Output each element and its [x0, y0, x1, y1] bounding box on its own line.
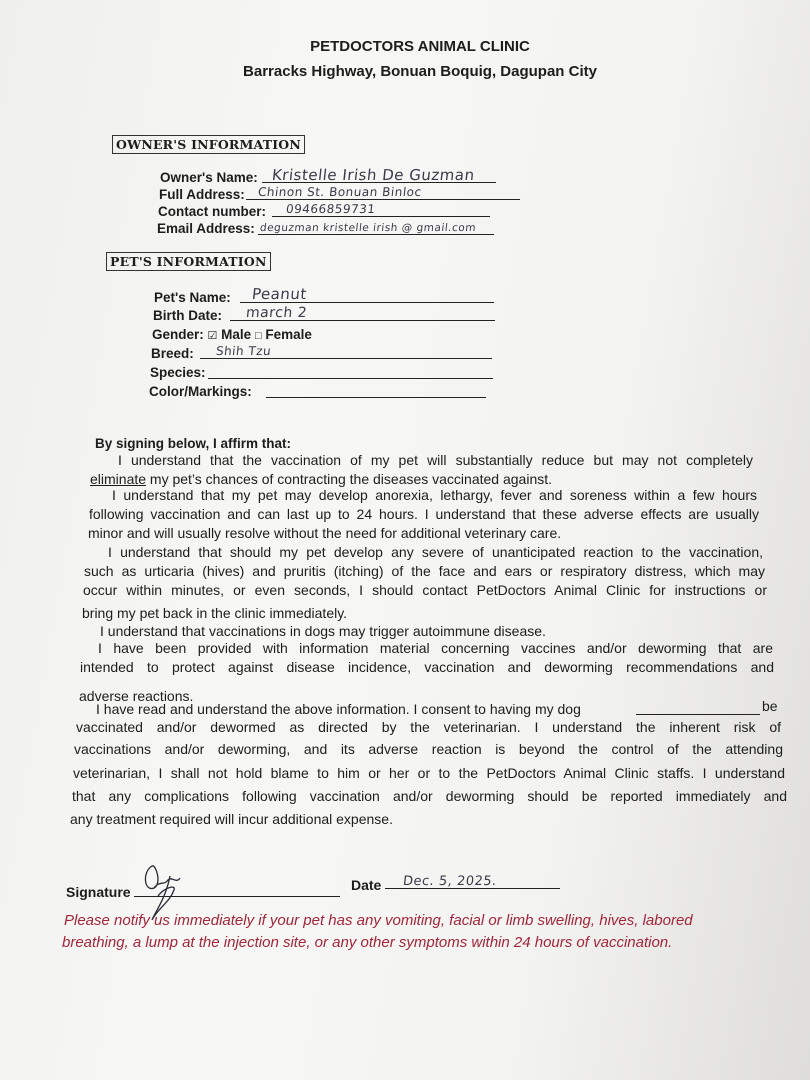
date-label: Date [351, 877, 382, 893]
affirm-line-text: my pet’s chances of contracting the diseases vaccinated against. [149, 471, 553, 487]
affirm-line [90, 471, 552, 487]
email-value: deguzman kristelle irish @ gmail.com [259, 222, 477, 234]
affirm-line: I have been provided with information material concerning vaccines and/or deworming that are [98, 640, 773, 656]
affirm-line: that any complications following vaccination and/or deworming should be reported immediately and [72, 788, 787, 804]
underlined-word: eliminate [90, 471, 147, 487]
male-label: Male [221, 327, 252, 342]
signature-label: Signature [66, 884, 131, 900]
affirm-line: such as urticaria (hives) and pruritis (itching) of the face and ears or respiratory distress, which may [84, 563, 765, 579]
address-value: Chinon St. Bonuan Binloc [257, 185, 423, 199]
pet-name-value: Peanut [251, 285, 308, 303]
pet-name-label: Pet's Name: [154, 290, 231, 305]
affirm-line: bring my pet back in the clinic immediately. [82, 605, 348, 621]
clinic-address: Barracks Highway, Bonuan Boquig, Dagupan City [243, 63, 597, 80]
affirm-line: following vaccination and can last up to 24 hours. I understand that these adverse effects are usually [89, 506, 759, 522]
affirm-line: vaccinations and/or deworming, and its adverse reaction is beyond the control of the attending [74, 741, 783, 757]
affirm-line: I understand that the vaccination of my pet will substantially reduce but may not completely [118, 452, 753, 468]
affirm-line: occur within minutes, or even seconds, I should contact PetDoctors Animal Clinic for instructions or [83, 582, 767, 598]
color-markings-label: Color/Markings: [149, 384, 252, 399]
affirm-line: I understand that vaccinations in dogs may trigger autoimmune disease. [100, 623, 546, 639]
affirm-heading: By signing below, I affirm that: [95, 436, 292, 451]
species-label: Species: [150, 365, 206, 380]
pet-section-title: PET'S INFORMATION [106, 252, 271, 271]
affirm-line: vaccinated and/or dewormed as directed by the veterinarian. I understand the inherent risk of [76, 719, 781, 735]
affirm-line: minor and will usually resolve without the need for additional veterinary care. [88, 525, 562, 541]
dog-name-blank[interactable] [636, 700, 760, 715]
breed-label: Breed: [151, 346, 194, 361]
affirm-line: veterinarian, I shall not hold blame to him or her or to the PetDoctors Animal Clinic staffs. I understand [73, 765, 785, 781]
breed-field[interactable] [200, 342, 492, 359]
color-markings-field[interactable] [266, 381, 486, 398]
breed-value: Shih Tzu [215, 344, 272, 358]
male-checkbox[interactable]: ☑ [207, 330, 218, 342]
affirm-line: adverse reactions. [79, 688, 194, 704]
affirm-line: I understand that my pet may develop anorexia, lethargy, fever and soreness within a few hours [112, 487, 757, 503]
female-checkbox[interactable]: □ [254, 330, 262, 342]
affirm-line: I have read and understand the above information. I consent to having my dog [96, 701, 581, 717]
birth-date-label: Birth Date: [153, 308, 223, 323]
affirm-line: any treatment required will incur additional expense. [70, 811, 393, 827]
contact-field[interactable] [272, 200, 490, 217]
clinic-name: PETDOCTORS ANIMAL CLINIC [310, 38, 530, 55]
owner-name-label: Owner's Name: [160, 170, 258, 185]
owner-section-title: OWNER'S INFORMATION [112, 135, 305, 154]
address-label: Full Address: [159, 187, 245, 202]
notice-line: breathing, a lump at the injection site, or any other symptoms within 24 hours of vaccination. [62, 934, 673, 951]
date-value: Dec. 5, 2025. [402, 874, 498, 889]
species-field[interactable] [208, 362, 493, 379]
gender-label: Gender: [152, 327, 204, 342]
be-word: be [762, 698, 778, 714]
email-field[interactable] [258, 218, 494, 235]
contact-label: Contact number: [158, 204, 266, 219]
notice-line: Please notify us immediately if your pet has any vomiting, facial or limb swelling, hives, labored [64, 912, 693, 929]
date-field[interactable] [385, 872, 560, 889]
female-label: Female [265, 327, 312, 342]
affirm-line: I understand that should my pet develop any severe of unanticipated reaction to the vaccination, [108, 544, 763, 560]
email-label: Email Address: [157, 221, 255, 236]
affirm-line: intended to protect against disease incidence, vaccination and deworming recommendations and [80, 659, 774, 675]
birth-date-field[interactable] [230, 304, 495, 321]
owner-name-field[interactable] [262, 166, 496, 183]
owner-name-value: Kristelle Irish De Guzman [271, 166, 476, 184]
address-field[interactable] [246, 183, 520, 200]
gender-row [152, 327, 312, 342]
birth-date-value: march 2 [245, 305, 308, 321]
contact-value: 09466859731 [285, 202, 377, 216]
pet-name-field[interactable] [240, 286, 494, 303]
